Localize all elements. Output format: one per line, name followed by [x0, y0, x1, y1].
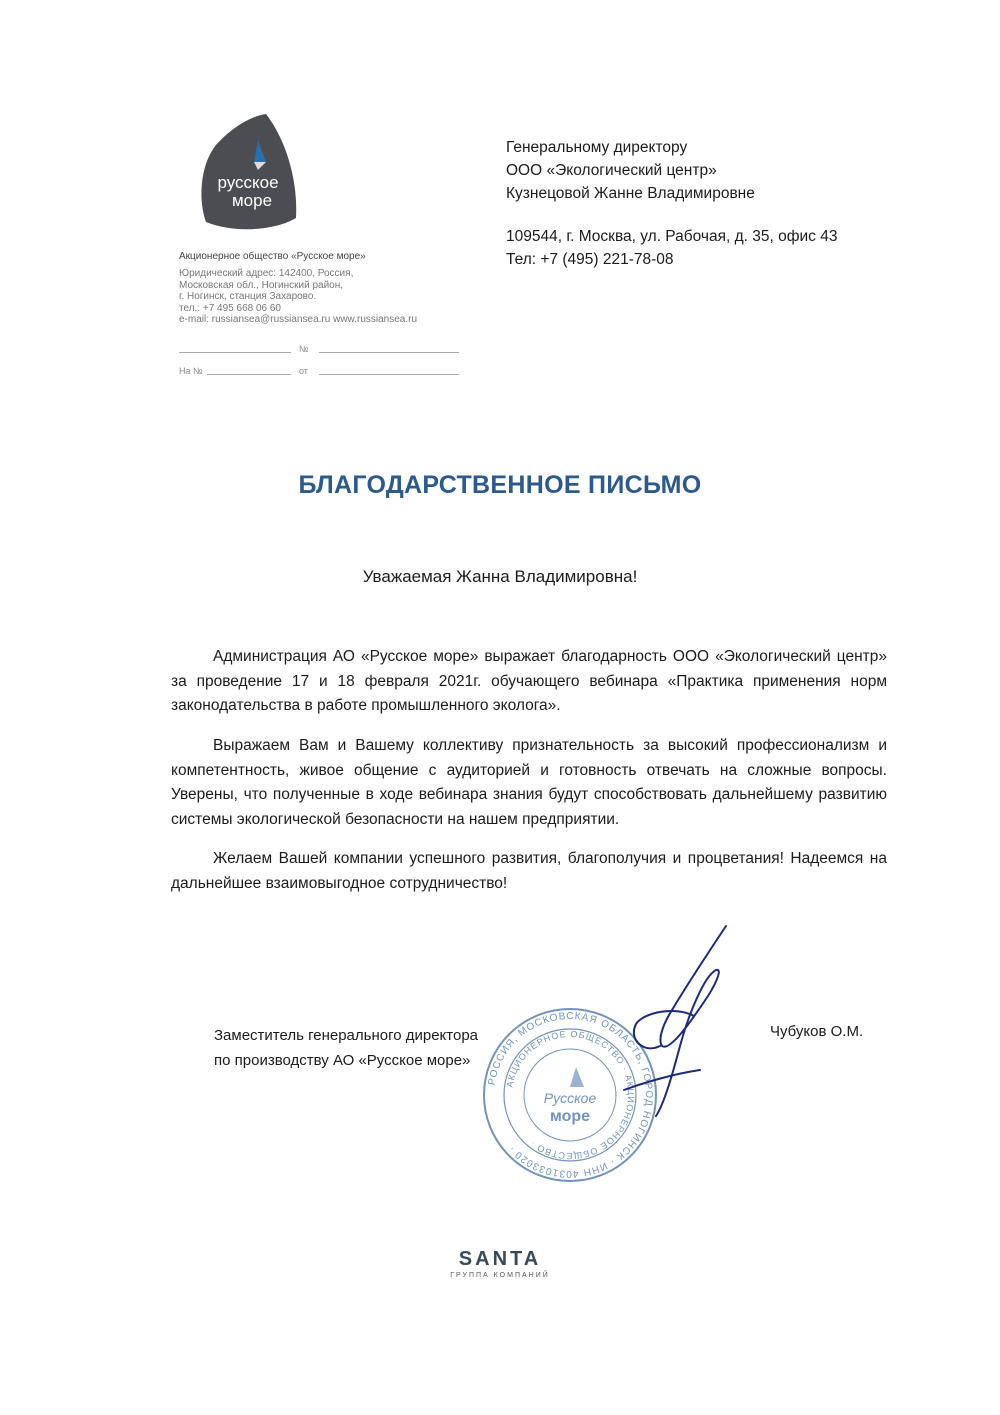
russkoe-more-logo — [196, 110, 300, 236]
signatory-title-line: Заместитель генерального директора — [214, 1027, 479, 1044]
svg-text:РОССИЯ, МОСКОВСКАЯ ОБЛАСТЬ, ГО: РОССИЯ, МОСКОВСКАЯ ОБЛАСТЬ, ГОРОД НОГИНСК · ИНН 4031033020 · — [486, 1010, 655, 1180]
salutation: Уважаемая Жанна Владимировна! — [362, 567, 638, 586]
santa-brand: SANTA — [458, 1248, 542, 1270]
handwritten-signature — [600, 920, 760, 1120]
santa-subtitle: ГРУППА КОМПАНИЙ — [450, 1272, 550, 1279]
logo-text-2: море — [231, 191, 273, 210]
reference-number-row — [179, 366, 459, 380]
addressee-phone: Тел: +7 (495) 221-78-08 — [506, 251, 674, 268]
company-address-line: Юридический адрес: 142400, Россия, — [179, 268, 354, 279]
registration-number-row — [179, 344, 459, 358]
company-phone: тел.: +7 495 668 06 60 — [179, 302, 281, 314]
ref-number-label: На № — [179, 366, 203, 376]
logo-text-1: русское — [217, 173, 279, 192]
svg-text:море: море — [549, 1108, 591, 1125]
svg-text:Русское: Русское — [543, 1090, 597, 1106]
ref-from-underline — [319, 374, 459, 375]
company-address-line: Московская обл., Ногинский район, — [179, 279, 344, 291]
body-paragraph: Желаем Вашей компании успешного развития, благополучия и процветания! Надеемся на дальнейшее взаимовыгодное сотрудничество! — [171, 850, 887, 892]
body-paragraph: Выражаем Вам и Вашему коллективу признательность за высокий профессионализм и компетентность, живое общение с аудиторией и готовность отвечать на сложные вопросы. Уверены, что полученные в ходе вебинара знания будут способствовать дальнейшему развитию системы экологической безопасности на нашем предприятии. — [171, 737, 887, 828]
company-contacts: e-mail: russiansea@russiansea.ru www.russiansea.ru — [179, 314, 418, 325]
signatory-title — [214, 1023, 478, 1073]
addressee-name: Кузнецовой Жанне Владимировне — [506, 185, 755, 202]
document-title: БЛАГОДАРСТВЕННОЕ ПИСЬМО — [298, 471, 702, 499]
addressee-address: 109544, г. Москва, ул. Рабочая, д. 35, офис 43 — [506, 228, 838, 245]
ref-number-underline — [207, 374, 291, 375]
reg-number-label: № — [299, 344, 309, 354]
addressee-block — [506, 136, 926, 271]
signatory-title-line: по производству АО «Русское море» — [214, 1052, 471, 1069]
santa-group-logo — [440, 1248, 560, 1279]
addressee-organization: ООО «Экологический центр» — [506, 162, 717, 179]
reg-number-underline — [319, 352, 459, 353]
signatory-name: Чубуков О.М. — [770, 1023, 864, 1040]
ref-from-label: от — [299, 366, 308, 376]
body-paragraph: Администрация АО «Русское море» выражает благодарность ООО «Экологический центр» за проведение 17 и 18 февраля 2021г. обучающего вебинара «Практика применения норм законодательства в работе промышленного эколога». — [171, 648, 887, 714]
svg-text:АКЦИОНЕРНОЕ ОБЩЕСТВО · АКЦИОНЕ: АКЦИОНЕРНОЕ ОБЩЕСТВО · АКЦИОНЕРНОЕ ОБЩЕСТВО · — [504, 1028, 637, 1162]
addressee-position: Генеральному директору — [506, 139, 688, 156]
company-letterhead — [179, 251, 479, 326]
reg-date-underline — [179, 352, 291, 353]
company-name: Акционерное общество «Русское море» — [179, 251, 366, 262]
company-address-line: г. Ногинск, станция Захарово. — [179, 291, 317, 302]
